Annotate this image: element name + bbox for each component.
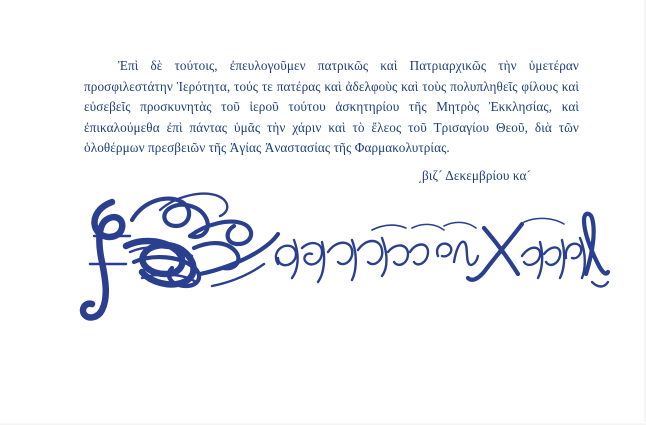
signature-inscription — [276, 214, 608, 287]
signature-ink-drawing — [72, 178, 612, 328]
document-date-line: ͵βιζ´ Δεκεμβρίου κα´ — [417, 168, 531, 183]
handwritten-signature-block — [72, 178, 612, 328]
document-body-paragraph: Ἐπὶ δὲ τούτοις, ἐπευλογοῦμεν πατρικῶς καὶ Πατριαρχικῶς τὴν ὑμετέραν προσφιλεστάτην Ἱερότητα, τούς τε πατέρας καὶ ἀδελφοὺς καὶ τοὺς πολυπληθεῖς φίλους καὶ εὐσεβεῖς προσκυνητὰς τοῦ ἱεροῦ τούτου ἀσκητηρίου τῆς Μητρὸς Ἐκκλησίας, καὶ ἐπικαλούμεθα ἐπὶ πάντας ὑμᾶς τὴν χάριν καὶ τὸ ἔλεος τοῦ Τρισαγίου Θεοῦ, διὰ τῶν ὁλοθέρμων πρεσβειῶν τῆς Ἁγίας Ἀναστασίας τῆς Φαρμακολυτρίας. — [84, 58, 579, 156]
signature-monogram — [83, 194, 278, 318]
